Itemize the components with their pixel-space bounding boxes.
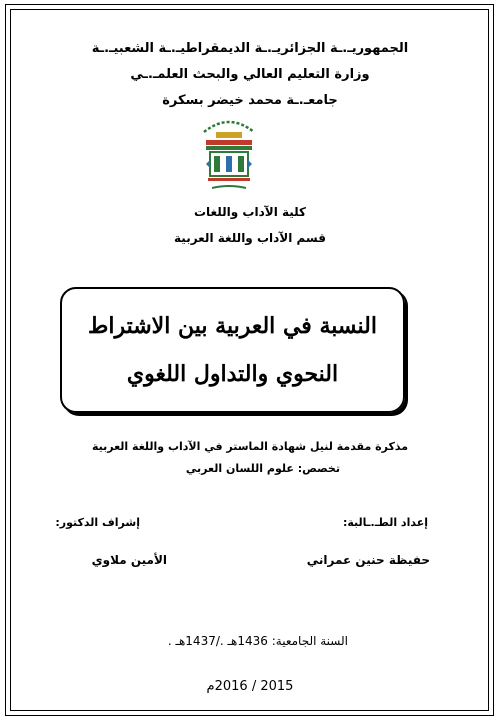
student-name: حفيظة حنين عمراني xyxy=(306,553,430,567)
faculty-name: كلية الآداب واللغات xyxy=(193,205,307,219)
gregorian-year: 2015 / 2016م xyxy=(206,679,294,694)
ministry-name: وزارة التعليم العالي والبحث العلمـ.ـي xyxy=(130,67,370,82)
thesis-specialization: تخصص: علوم اللسان العربي xyxy=(185,462,340,475)
thesis-title-line-1: النسبة في العربية بين الاشتراط xyxy=(88,313,377,339)
university-name: جامعـ.ـة محمد خيضر بسكرة xyxy=(162,93,338,108)
thesis-purpose: مذكرة مقدمة لنيل شهادة الماستر في الآداب واللغة العربية xyxy=(91,440,408,453)
university-seal-icon xyxy=(196,110,262,194)
thesis-title-line-2: النحوي والتداول اللغوي xyxy=(126,361,339,387)
supervisor-name: الأمين ملاوي xyxy=(91,553,167,567)
thesis-title-box xyxy=(60,287,405,413)
supervisor-label: إشراف الدكتور: xyxy=(55,516,140,529)
student-label: إعداد الطـ.ـالبة: xyxy=(342,516,428,529)
academic-year: السنة الجامعية: 1436هـ ./1437هـ . xyxy=(167,634,348,648)
republic-name: الجمهوريـ.ـة الجزائريـ.ـة الديمقراطيـ.ـة الشعبيـ.ـة xyxy=(91,41,409,56)
department-name: قسم الآداب واللغة العربية xyxy=(174,231,326,245)
